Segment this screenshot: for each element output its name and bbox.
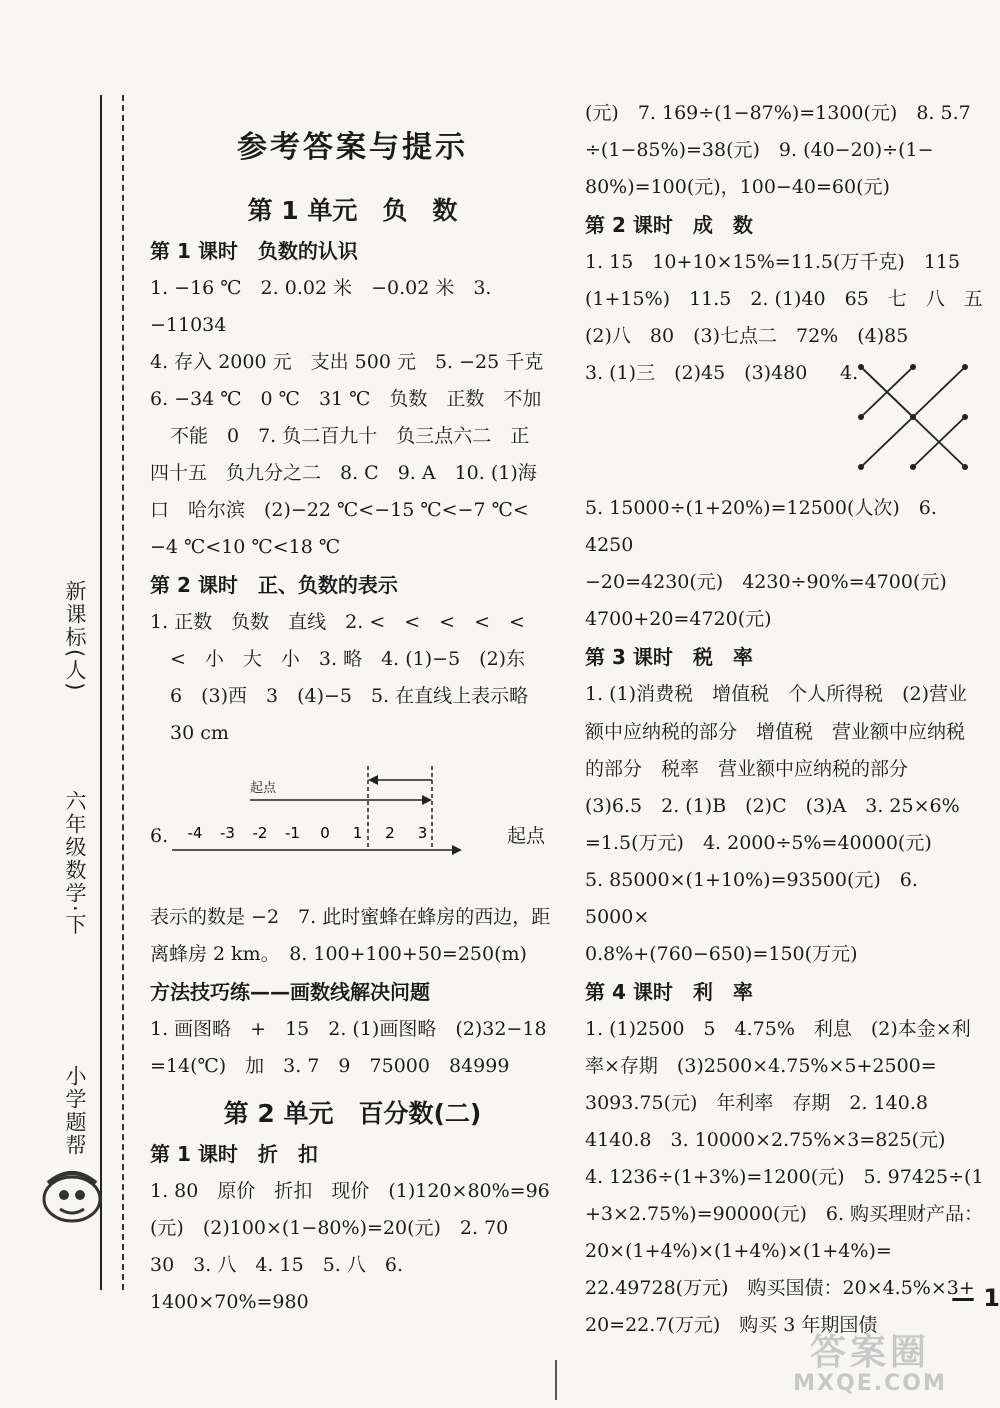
spine-solid-line [100, 95, 102, 1290]
answer-line: 不能 0 7. 负二百九十 负三点六二 正 [170, 424, 530, 447]
answer-line: < 小 大 小 3. 略 4. (1)−5 (2)东 [170, 647, 526, 670]
answer-line: ÷(1−85%)=38(元) 9. (40−20)÷(1− [585, 139, 934, 162]
answer-line: −20=4230(元) 4230÷90%=4700(元) [585, 571, 947, 594]
tick-label: -3 [220, 824, 235, 843]
answer-line: 率×存期 (3)2500×4.75%×5+2500= [585, 1054, 937, 1077]
lesson2-chengshu-title: 第 2 课时 成 数 [585, 213, 753, 238]
lesson4-interest-title: 第 4 课时 利 率 [585, 979, 753, 1004]
start-point-label: 起点 [506, 825, 545, 848]
answer-line: 30 3. 八 4. 15 5. 八 6. 1400×70%=980 [150, 1253, 410, 1313]
matching-diagram [585, 355, 985, 490]
watermark-text: 答案圈 [809, 1332, 930, 1373]
answer-line: 口 哈尔滨 (2)−22 ℃<−15 ℃<−7 ℃< [150, 498, 529, 521]
answer-line: 30 cm [170, 722, 229, 745]
tick-label: -1 [285, 824, 300, 843]
answer-line: 四十五 负九分之二 8. C 9. A 10. (1)海 [150, 461, 537, 484]
number-line-svg [150, 758, 470, 893]
spine-grade-label: 六年级数学·下 [63, 790, 87, 937]
answer-line: 3093.75(元) 年利率 存期 2. 140.8 [585, 1091, 928, 1114]
answer-line: =14(℃) 加 3. 7 9 75000 84999 [150, 1055, 510, 1078]
spine-brand-label: 小学题帮 [63, 1065, 87, 1157]
answer-line: 1. (1)2500 5 4.75% 利息 (2)本金×利 [585, 1017, 971, 1040]
answer-line: 4. 存入 2000 元 支出 500 元 5. −25 千克 [150, 350, 544, 373]
unit1-title: 第 1 单元 负 数 [247, 196, 458, 225]
answer-line: 1. 80 原价 折扣 现价 (1)120×80%=96 [150, 1179, 550, 1202]
tick-label: 2 [385, 824, 395, 843]
answer-line: 4700+20=4720(元) [585, 608, 772, 631]
answer-line: =1.5(万元) 4. 2000÷5%=40000(元) [585, 831, 932, 854]
answer-line: 1. (1)消费税 增值税 个人所得税 (2)营业 [585, 683, 967, 706]
answer-line: (元) (2)100×(1−80%)=20(元) 2. 70 [150, 1216, 509, 1239]
number-line-figure [150, 758, 555, 893]
item-number: 6. [150, 825, 169, 848]
lesson1-title: 第 1 课时 负数的认识 [150, 238, 358, 263]
answer-line: 4140.8 3. 10000×2.75%×3=825(元) [585, 1128, 946, 1151]
left-column [150, 95, 555, 1321]
tick-label: 1 [352, 824, 363, 843]
answer-line: 6. −34 ℃ 0 ℃ 31 ℃ 负数 正数 不加 [150, 387, 542, 410]
tick-label: 0 [320, 824, 330, 843]
answer-line: 离蜂房 2 km。 8. 100+100+50=250(m) [150, 943, 527, 966]
tick-label: 3 [417, 824, 428, 843]
answer-line: 5. 15000÷(1+20%)=12500(人次) 6. 4250 [585, 497, 943, 557]
answer-line: 20×(1+4%)×(1+4%)×(1+4%)= [585, 1240, 892, 1263]
answer-line: −4 ℃<10 ℃<18 ℃ [150, 535, 341, 558]
watermark-url: MXQE.COM [793, 1371, 947, 1396]
answer-line: 20=22.7(万元) 购买 3 年期国债 [585, 1314, 878, 1337]
answer-line: (3)6.5 2. (1)B (2)C (3)A 3. 25×6% [585, 794, 960, 817]
answer-line: 5. 85000×(1+10%)=93500(元) 6. 5000× [585, 868, 924, 928]
lesson2-title: 第 2 课时 正、负数的表示 [150, 572, 398, 597]
answer-line: (1+15%) 11.5 2. (1)40 65 七 八 五 [585, 288, 983, 311]
page-fold-mark [555, 1360, 557, 1400]
method-title: 方法技巧练——画数线解决问题 [150, 980, 430, 1005]
start-point-label-small: 起点 [250, 781, 277, 797]
answer-line: 6 (3)西 3 (4)−5 5. 在直线上表示略 [170, 684, 529, 707]
spine-series-label: 新课标(人) [63, 580, 87, 693]
tick-label: -2 [252, 824, 268, 843]
matching-lines-svg [855, 361, 975, 476]
answer-line: 1. 画图略 + 15 2. (1)画图略 (2)32−18 [150, 1018, 547, 1041]
lesson3-tax-title: 第 3 课时 税 率 [585, 645, 753, 670]
answer-line: 22.49728(万元) 购买国债：20×4.5%×3+ [585, 1277, 975, 1300]
answer-line: 1. −16 ℃ 2. 0.02 米 −0.02 米 3. −11034 [150, 276, 498, 336]
item-number: 4. [840, 362, 859, 385]
answer-line: +3×2.75%)=90000(元) 6. 购买理财产品： [585, 1203, 984, 1226]
page-number: — 1 [950, 1284, 1000, 1312]
brand-logo-icon [38, 1165, 106, 1227]
page-title: 参考答案与提示 [237, 130, 468, 165]
spine-dashed-line [122, 95, 124, 1290]
watermark [760, 1332, 980, 1405]
unit2-title: 第 2 单元 百分数(二) [223, 1099, 482, 1129]
tick-label: -4 [187, 824, 203, 843]
answer-line: 额中应纳税的部分 增值税 营业额中应纳税 [585, 720, 966, 743]
answer-line: (2)八 80 (3)七点二 72% (4)85 [585, 325, 909, 348]
answer-line: 80%)=100(元)，100−40=60(元) [585, 176, 890, 199]
right-column [585, 95, 985, 1344]
answer-line: 表示的数是 −2 7. 此时蜜蜂在蜂房的西边，距 [150, 906, 551, 929]
answer-line: 4. 1236÷(1+3%)=1200(元) 5. 97425÷(1 [585, 1166, 984, 1189]
answer-line: 1. 15 10+10×15%=11.5(万千克) 115 [585, 251, 961, 274]
answer-line: (元) 7. 169÷(1−87%)=1300(元) 8. 5.7 [585, 102, 971, 124]
answer-line: 0.8%+(760−650)=150(万元) [585, 942, 858, 965]
u2-lesson1-title: 第 1 课时 折 扣 [150, 1141, 318, 1166]
answer-line: 3. (1)三 (2)45 (3)480 [585, 362, 808, 385]
answer-line: 的部分 税率 营业额中应纳税的部分 [585, 757, 909, 780]
answer-line: 1. 正数 负数 直线 2. < < < < < [150, 610, 525, 633]
